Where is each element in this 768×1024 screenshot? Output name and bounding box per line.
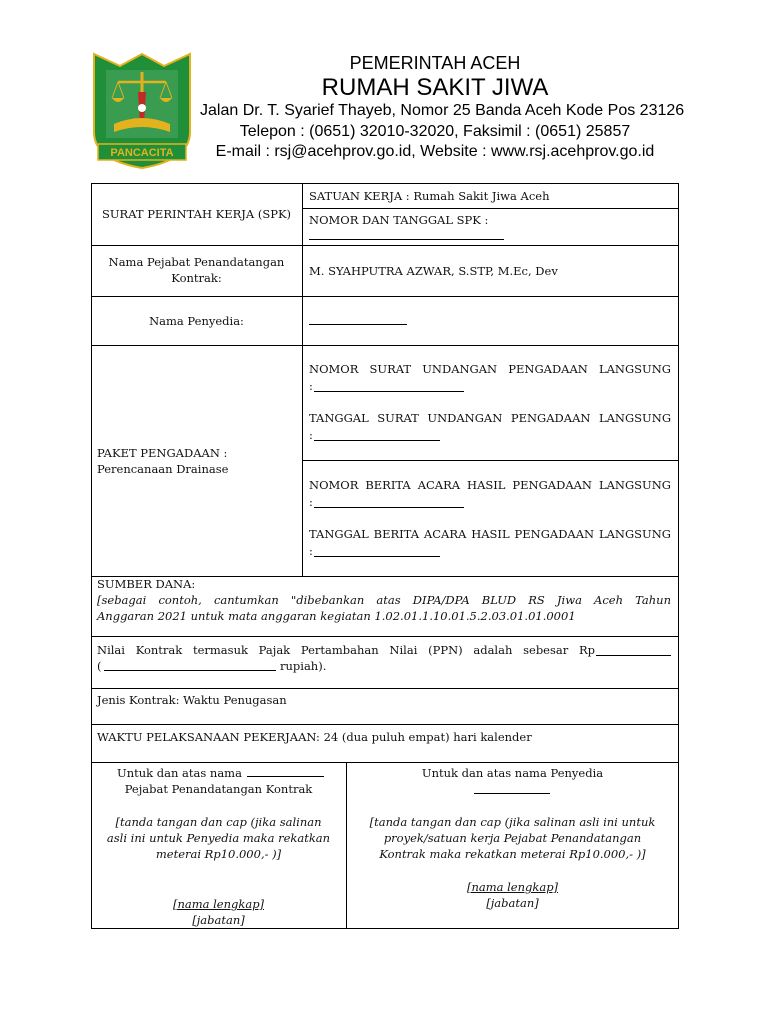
sig-left-line2: Pejabat Penandatangan Kontrak [124,782,313,796]
header-address: Jalan Dr. T. Syarief Thayeb, Nomor 25 Banda Aceh Kode Pos 23126 [200,102,685,119]
spk-label: SURAT PERINTAH KERJA (SPK) [101,207,292,221]
satuan-kerja: SATUAN KERJA : Rumah Sakit Jiwa Aceh [309,189,550,203]
row-divider [91,345,679,346]
sig-right-name-field[interactable] [474,793,550,794]
colon: : [309,495,313,509]
pancacita-logo [92,52,192,170]
nomor-tanggal-spk-label: NOMOR DAN TANGGAL SPK : [309,213,489,227]
jenis-kontrak: Jenis Kontrak: Waktu Penugasan [97,693,287,707]
nilai-kontrak-rp-field[interactable] [596,655,671,656]
sig-right-line1: Untuk dan atas nama Penyedia [421,766,604,780]
row-divider [91,636,679,637]
sig-left-note1: [tanda tangan dan cap (jika salinan [115,815,322,829]
row-divider [91,296,679,297]
tanggal-berita-acara-label: TANGGAL BERITA ACARA HASIL PENGADAAN LANGSUNG [309,527,671,541]
row-divider [91,245,679,246]
paket-value: Perencanaan Drainase [97,462,229,476]
waktu-pelaksanaan: WAKTU PELAKSANAAN PEKERJAAN: 24 (dua puluh empat) hari kalender [97,730,532,744]
sig-left-name: [nama lengkap] [172,897,265,911]
row-divider [91,688,679,689]
sumber-dana-line1: [sebagai contoh, cantumkan "dibebankan atas DIPA/DPA BLUD RS Jiwa Aceh Tahun [97,593,671,607]
sig-left-name-field[interactable] [247,776,324,777]
nomor-berita-acara-field[interactable] [314,507,464,508]
row-divider [91,724,679,725]
sig-right-note1: [tanda tangan dan cap (jika salinan asli ini untuk [369,815,656,829]
nilai-kontrak-words-field[interactable] [104,670,276,671]
header-hospital: RUMAH SAKIT JIWA [321,74,549,101]
sumber-dana-label: SUMBER DANA: [97,577,196,591]
paket-label: PAKET PENGADAAN : [97,446,228,460]
tanggal-berita-acara-field[interactable] [314,556,440,557]
sig-left-line1: Untuk dan atas nama [117,766,242,780]
sig-right-name: [nama lengkap] [466,880,559,894]
sig-left-note2: asli ini untuk Penyedia maka rekatkan [106,831,331,845]
header-government: PEMERINTAH ACEH [349,53,521,73]
colon: : [309,428,313,442]
header-phone: Telepon : (0651) 32010-32020, Faksimil : (0651) 25857 [239,123,631,140]
penyedia-label: Nama Penyedia: [149,314,244,328]
row-divider [302,460,679,461]
colon: : [309,379,313,393]
logo-text: PANCACITA [110,147,174,159]
nilai-open: ( [97,659,102,673]
tanggal-surat-undangan-field[interactable] [314,440,440,441]
sig-left-note3: meterai Rp10.000,- )] [155,847,282,861]
pejabat-label-line2: Kontrak: [171,271,222,285]
pejabat-label-line1: Nama Pejabat Penandatangan [108,255,285,269]
nomor-surat-undangan-field[interactable] [314,391,464,392]
penyedia-field[interactable] [309,324,407,325]
nomor-surat-undangan-label: NOMOR SURAT UNDANGAN PENGADAAN LANGSUNG [309,362,671,376]
sig-right-note3: Kontrak maka rekatkan meterai Rp10.000,- )] [379,847,646,861]
tanggal-surat-undangan-label: TANGGAL SURAT UNDANGAN PENGADAAN LANGSUNG [309,411,671,425]
nomor-berita-acara-label: NOMOR BERITA ACARA HASIL PENGADAAN LANGSUNG [309,478,671,492]
nomor-tanggal-spk-field[interactable] [309,239,504,240]
nilai-close: rupiah). [280,659,327,673]
colon: : [309,544,313,558]
header-email: E-mail : rsj@acehprov.go.id, Website : www.rsj.acehprov.go.id [215,143,655,160]
sumber-dana-line2: Anggaran 2021 untuk mata anggaran kegiatan 1.02.01.1.10.01.5.2.03.01.01.0001 [97,609,576,623]
pejabat-value: M. SYAHPUTRA AZWAR, S.STP, M.Ec, Dev [309,264,558,278]
column-divider [302,183,303,576]
row-divider [91,762,679,763]
sig-right-note2: proyek/satuan kerja Pejabat Penandatangan [383,831,642,845]
sig-right-title: [jabatan] [486,896,539,910]
nilai-kontrak-line1: Nilai Kontrak termasuk Pajak Pertambahan Nilai (PPN) adalah sebesar Rp [97,643,595,657]
sig-left-title: [jabatan] [192,913,245,927]
row-divider [302,208,679,209]
